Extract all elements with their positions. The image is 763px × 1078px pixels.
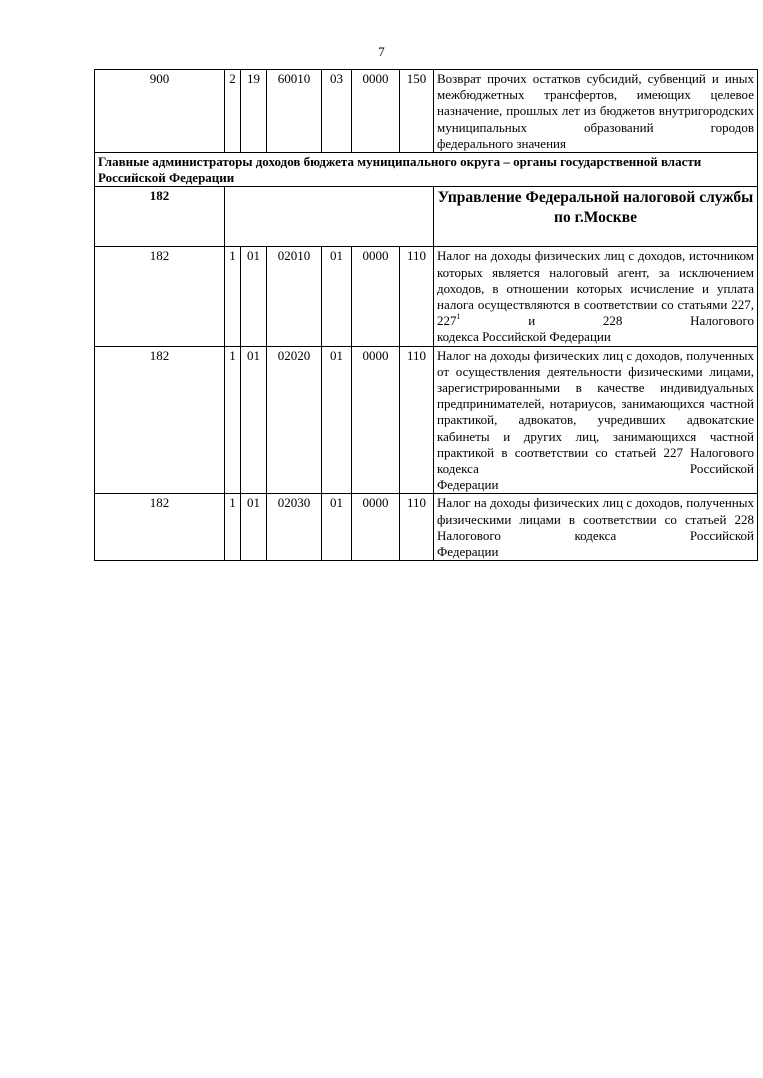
admin-code-cell: 182 bbox=[95, 494, 225, 561]
admin-code-cell: 182 bbox=[95, 346, 225, 494]
code-subgroup-cell: 01 bbox=[241, 247, 267, 346]
description-cell bbox=[434, 494, 758, 561]
code-element-cell: 01 bbox=[322, 494, 352, 561]
code-article-cell: 02010 bbox=[267, 247, 322, 346]
code-group-cell: 1 bbox=[225, 494, 241, 561]
code-program-cell: 0000 bbox=[352, 494, 400, 561]
code-economic-cell: 150 bbox=[400, 70, 434, 153]
admin-header-empty bbox=[225, 187, 434, 247]
code-element-cell: 01 bbox=[322, 247, 352, 346]
code-group-cell: 1 bbox=[225, 247, 241, 346]
code-group-cell: 1 bbox=[225, 346, 241, 494]
description-last-line: Федерации bbox=[437, 477, 499, 493]
description-cell bbox=[434, 247, 758, 346]
group-heading-row bbox=[95, 153, 758, 187]
description-text: Налог на доходы физических лиц с доходов, полученных от осуществления деятельности физическими лицами, зарегистрированными в качестве индивидуальных предпринимателей, нотариусов, занимающихся частной практикой, адвокатов, учредивших адвокатские кабинеты и других лиц, занимающихся частной практикой в соответствии со статьей 227 Налогового кодекса Российской bbox=[437, 347, 754, 477]
description-text: Налог на доходы физических лиц с доходов, источником которых является налоговый агент, за исключением доходов, в отношении которых исчисление и уплата налога осуществляются в соответствии со статьями 227, 227 bbox=[437, 248, 754, 329]
code-subgroup-cell: 01 bbox=[241, 494, 267, 561]
code-economic-cell: 110 bbox=[400, 494, 434, 561]
code-program-cell: 0000 bbox=[352, 346, 400, 494]
code-economic-cell: 110 bbox=[400, 346, 434, 494]
code-economic-cell: 110 bbox=[400, 247, 434, 346]
admin-header-code: 182 bbox=[95, 187, 225, 247]
description-last-line: кодекса Российской Федерации bbox=[437, 329, 611, 345]
revenue-codes-table bbox=[94, 69, 758, 561]
code-article-cell: 60010 bbox=[267, 70, 322, 153]
admin-code-cell: 900 bbox=[95, 70, 225, 153]
description-last-line: федерального значения bbox=[437, 135, 566, 151]
table-row bbox=[95, 346, 758, 494]
description-cell bbox=[434, 346, 758, 494]
code-subgroup-cell: 01 bbox=[241, 346, 267, 494]
code-element-cell: 01 bbox=[322, 346, 352, 494]
code-program-cell: 0000 bbox=[352, 247, 400, 346]
description-last-line: Федерации bbox=[437, 544, 499, 560]
table-row bbox=[95, 494, 758, 561]
admin-header-name: Управление Федеральной налоговой службы по г.Москве bbox=[434, 187, 758, 247]
description-text-continued: и 228 Налогового bbox=[460, 313, 754, 329]
code-article-cell: 02030 bbox=[267, 494, 322, 561]
description-cell bbox=[434, 70, 758, 153]
description-text: Налог на доходы физических лиц с доходов, полученных физическими лицами в соответствии со статьей 228 Налогового кодекса Российской bbox=[437, 495, 754, 543]
code-article-cell: 02020 bbox=[267, 346, 322, 494]
code-subgroup-cell: 19 bbox=[241, 70, 267, 153]
admin-header-row bbox=[95, 187, 758, 247]
description-text: Возврат прочих остатков субсидий, субвенций и иных межбюджетных трансфертов, имеющих целевое назначение, прошлых лет из бюджетов внутригородских муниципальных образований городов bbox=[437, 71, 754, 135]
table-row bbox=[95, 247, 758, 346]
table-row bbox=[95, 70, 758, 153]
admin-code-cell: 182 bbox=[95, 247, 225, 346]
code-group-cell: 2 bbox=[225, 70, 241, 153]
page-number: 7 bbox=[378, 44, 385, 59]
code-element-cell: 03 bbox=[322, 70, 352, 153]
footnote-superscript: 1 bbox=[456, 311, 461, 321]
group-heading: Главные администраторы доходов бюджета муниципального округа – органы государственной власти Российской Федерации bbox=[95, 153, 758, 187]
code-program-cell: 0000 bbox=[352, 70, 400, 153]
